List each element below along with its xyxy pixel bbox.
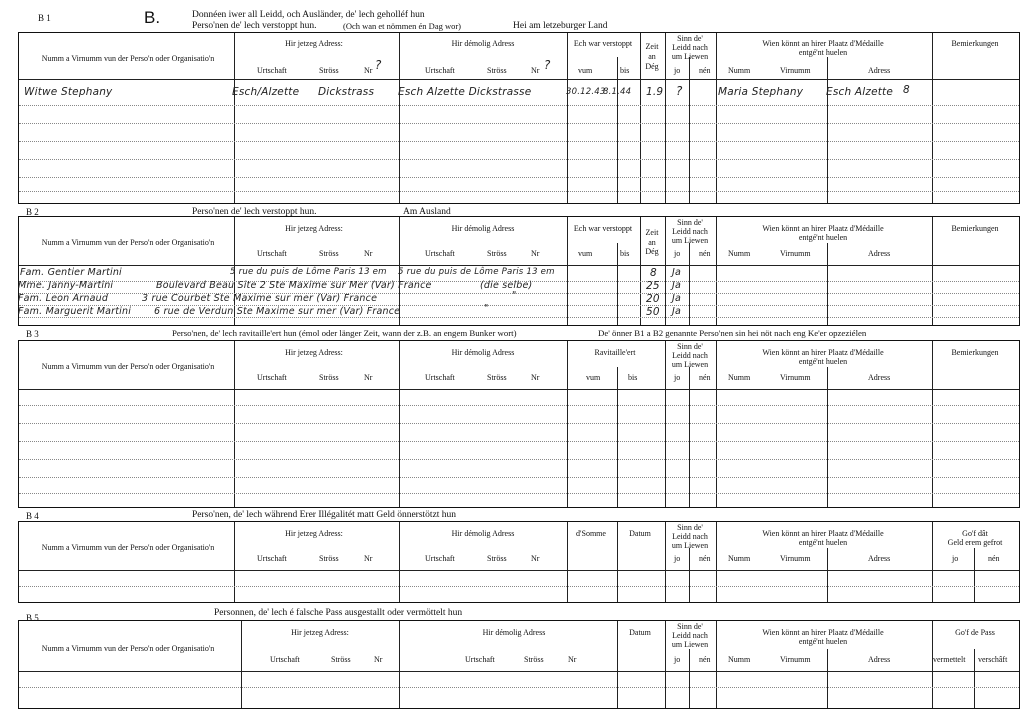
b5-verschaft: verschâft: [978, 655, 1008, 664]
b5-nen: nén: [699, 655, 711, 664]
b1-sinn1: Sinn de': [677, 34, 703, 43]
b1-vum: vum: [578, 66, 593, 75]
b2-hidden: Ech war verstoppt: [573, 224, 633, 233]
b5-old-nr: Nr: [568, 655, 577, 664]
b2-stross: Ströss: [319, 249, 339, 258]
b5-sinn3: um Liewen: [671, 640, 709, 649]
b2-row3-cur: 3 rue Courbet Ste Maxime sur mer (Var) France: [142, 293, 378, 304]
b2-urtschaft: Urtschaft: [257, 249, 287, 258]
b2-row4-name: Fam. Marguerit Martini: [18, 306, 132, 317]
header-line2c: Hei am letzeburger Land: [513, 21, 608, 31]
b1-former-address: Hir démolig Adress: [451, 39, 515, 48]
b1-adress: Adress: [868, 66, 891, 75]
b4-numm: Numm: [728, 554, 751, 563]
b3-urtschaft: Urtschaft: [257, 373, 287, 382]
b2-zeit2: an: [648, 238, 656, 247]
b4-name-header: Numm a Virnumm vun der Perso'n oder Organisatio'n: [41, 543, 215, 552]
b3-ravitaille: Ravitaille'ert: [594, 348, 636, 357]
header-line2b: (Och wan et nömmen én Dag wor): [343, 21, 462, 31]
b2-old-stross: Ströss: [487, 249, 507, 258]
b3-bis: bis: [628, 373, 638, 382]
b2-bis: bis: [620, 249, 630, 258]
section-b3-code: B 3: [26, 329, 39, 339]
b1-old-nr: Nr: [531, 66, 540, 75]
b4-sinn2: Leidd nach: [672, 532, 708, 541]
b4-sinn1: Sinn de': [677, 523, 703, 532]
b2-row4-alive: Ja: [672, 306, 682, 317]
b2-remarks: Bemierkungen: [951, 224, 999, 233]
b1-urtschaft: Urtschaft: [257, 66, 287, 75]
b1-old-nr-mark: ?: [544, 58, 551, 72]
b2-row1-alive: Ja: [672, 267, 682, 278]
b4-virnumm: Virnumm: [780, 554, 811, 563]
b1-virnumm: Virnumm: [780, 66, 811, 75]
b1-hidden: Ech war verstoppt: [573, 39, 633, 48]
b2-row1-name: Fam. Gentier Martini: [20, 267, 122, 278]
b3-old-urtschaft: Urtschaft: [425, 373, 455, 382]
b5-medal1: Wien könnt an hirer Plaatz d'Médaille: [762, 628, 884, 637]
b1-sinn2: Leidd nach: [672, 43, 708, 52]
b5-jo: jo: [674, 655, 681, 664]
b1-entry-name: Witwe Stephany: [24, 86, 113, 98]
b4-gof-nen: nén: [988, 554, 1000, 563]
b3-former-address: Hir démolig Adress: [451, 348, 515, 357]
b2-former-address: Hir démolig Adress: [451, 224, 515, 233]
b5-nr: Nr: [374, 655, 383, 664]
b2-sinn3: um Liewen: [671, 236, 709, 245]
b5-adress: Adress: [868, 655, 891, 664]
b1-zeit1: Zeit: [645, 42, 659, 51]
b1-zeit2: an: [648, 52, 656, 61]
b1-old-stross: Ströss: [487, 66, 507, 75]
b4-gof1: Go'f dât: [962, 529, 988, 538]
b3-medal2: entgé'nt huelen: [798, 357, 848, 366]
b2-zeit1: Zeit: [645, 228, 659, 237]
b1-entry-old: Esch Alzette Dickstrasse: [398, 86, 532, 98]
b2-numm: Numm: [728, 249, 751, 258]
b2-medal2: entgé'nt huelen: [798, 233, 848, 242]
b5-numm: Numm: [728, 655, 751, 664]
b4-old-nr: Nr: [531, 554, 540, 563]
b2-current-address: Hir jetzeg Adress:: [285, 224, 343, 233]
b1-nr: Nr: [364, 66, 373, 75]
b2-row3-old: ": [512, 290, 517, 301]
b2-old-nr: Nr: [531, 249, 540, 258]
b3-numm: Numm: [728, 373, 751, 382]
b1-zeit3: Dég: [645, 62, 659, 71]
b1-medal1: Wien könnt an hirer Plaatz d'Médaille: [762, 39, 884, 48]
b1-old-urtschaft: Urtschaft: [425, 66, 455, 75]
b2-vum: vum: [578, 249, 593, 258]
b2-sinn2: Leidd nach: [672, 227, 708, 236]
section-b2-code: B 2: [26, 207, 39, 217]
b2-sinn1: Sinn de': [677, 218, 703, 227]
b2-old-urtschaft: Urtschaft: [425, 249, 455, 258]
section-b4-code: B 4: [26, 511, 39, 521]
b3-sinn1: Sinn de': [677, 342, 703, 351]
b2-nen: nén: [699, 249, 711, 258]
b4-jo: jo: [674, 554, 681, 563]
section-b2-title2: Am Ausland: [403, 207, 451, 217]
section-b5-code: B 5: [26, 613, 39, 623]
b1-stross: Ströss: [319, 66, 339, 75]
b3-nen: nén: [699, 373, 711, 382]
b4-former-address: Hir démolig Adress: [451, 529, 515, 538]
b2-row3-days: 20: [646, 293, 660, 305]
b1-remarks: Bemierkungen: [951, 39, 999, 48]
b2-row1-cur: 5 rue du puis de Lôme Paris 13 em: [230, 267, 387, 277]
b3-stross: Ströss: [319, 373, 339, 382]
b1-nen: nén: [699, 66, 711, 75]
b3-sinn3: um Liewen: [671, 360, 709, 369]
b2-row2-days: 25: [646, 280, 660, 292]
b2-row1-old: 5 rue du puis de Lôme Paris 13 em: [398, 267, 555, 277]
b4-sinn3: um Liewen: [671, 541, 709, 550]
b5-former-address: Hir démolig Adress: [482, 628, 546, 637]
b1-jo: jo: [674, 66, 681, 75]
b4-old-stross: Ströss: [487, 554, 507, 563]
b1-entry-medal-first: Esch Alzette: [826, 86, 894, 98]
b4-urtschaft: Urtschaft: [257, 554, 287, 563]
b2-adress: Adress: [868, 249, 891, 258]
b4-nen: nén: [699, 554, 711, 563]
b4-somme: d'Somme: [576, 529, 606, 538]
b2-virnumm: Virnumm: [780, 249, 811, 258]
b3-vum: vum: [586, 373, 601, 382]
b1-name-header: Numm a Virnumm vun der Perso'n oder Organisatio'n: [41, 54, 215, 63]
b4-old-urtschaft: Urtschaft: [425, 554, 455, 563]
b2-name-header: Numm a Virnumm vun der Perso'n oder Organisatio'n: [41, 238, 215, 247]
b3-virnumm: Virnumm: [780, 373, 811, 382]
b4-nr: Nr: [364, 554, 373, 563]
section-b1-code: B 1: [38, 13, 51, 23]
form-letter: B.: [144, 8, 161, 27]
b2-medal1: Wien könnt an hirer Plaatz d'Médaille: [762, 224, 884, 233]
b4-current-address: Hir jetzeg Adress:: [285, 529, 343, 538]
b2-row4-days: 50: [646, 306, 660, 318]
b2-nr: Nr: [364, 249, 373, 258]
b3-old-stross: Ströss: [487, 373, 507, 382]
section-b2-title: Perso'nen de' lech verstoppt hun.: [192, 207, 317, 217]
b3-old-nr: Nr: [531, 373, 540, 382]
b2-row3-name: Fam. Leon Arnaud: [18, 293, 109, 304]
b5-virnumm: Virnumm: [780, 655, 811, 664]
header-line2a: Perso'nen de' lech verstoppt hun.: [192, 21, 317, 31]
b4-stross: Ströss: [319, 554, 339, 563]
b1-entry-days: 1.9: [646, 86, 664, 98]
b3-jo: jo: [674, 373, 681, 382]
b5-sinn1: Sinn de': [677, 622, 703, 631]
b2-jo: jo: [674, 249, 681, 258]
b4-medal1: Wien könnt an hirer Plaatz d'Médaille: [762, 529, 884, 538]
b4-adress: Adress: [868, 554, 891, 563]
b4-medal2: entgé'nt huelen: [798, 538, 848, 547]
b2-row4-old: ": [484, 303, 489, 314]
section-b5-title: Personnen, de' lech é falsche Pass ausgestallt oder vermöttelt hun: [214, 608, 463, 618]
b3-nr: Nr: [364, 373, 373, 382]
section-b4-title: Perso'nen, de' lech während Erer Illégalitét matt Geld önnerstötzt hun: [192, 510, 457, 520]
b2-row4-cur: 6 rue de Verdun Ste Maxime sur mer (Var) France: [154, 306, 401, 317]
b4-gof-jo: jo: [952, 554, 959, 563]
b5-old-stross: Ströss: [524, 655, 544, 664]
b1-entry-from: 30.12.43: [566, 87, 606, 97]
section-b3-title: Perso'nen, de' lech ravitaille'ert hun (émol oder länger Zeit, wann der z.B. an engem Bunker wort): [172, 328, 517, 338]
b3-current-address: Hir jetzeg Adress:: [285, 348, 343, 357]
b2-row1-days: 8: [650, 267, 657, 279]
b5-datum: Datum: [629, 628, 651, 637]
b1-numm: Numm: [728, 66, 751, 75]
b3-remarks: Bemierkungen: [951, 348, 999, 357]
b5-medal2: entgé'nt huelen: [798, 637, 848, 646]
b2-row2-old: (die selbe): [480, 280, 533, 291]
b2-row3-alive: Ja: [672, 293, 682, 304]
b1-entry-street: Dickstrass: [318, 86, 375, 98]
b2-row2-name: Mme. Janny-Martini: [18, 280, 114, 291]
b5-urtschaft: Urtschaft: [270, 655, 300, 664]
b5-current-address: Hir jetzeg Adress:: [291, 628, 349, 637]
b1-entry-alive: ?: [676, 84, 683, 98]
b3-adress: Adress: [868, 373, 891, 382]
b1-medal2: entgé'nt huelen: [798, 48, 848, 57]
b1-entry-town: Esch/Alzette: [232, 86, 300, 98]
b5-name-header: Numm a Virnumm vun der Perso'n oder Organisatio'n: [41, 644, 215, 653]
b4-datum: Datum: [629, 529, 651, 538]
b5-old-urtschaft: Urtschaft: [465, 655, 495, 664]
b5-vermettelt: vermettelt: [933, 655, 966, 664]
b5-sinn2: Leidd nach: [672, 631, 708, 640]
b1-bis: bis: [620, 66, 630, 75]
b1-sinn3: um Liewen: [671, 52, 709, 61]
b3-medal1: Wien könnt an hirer Plaatz d'Médaille: [762, 348, 884, 357]
section-b3-title2: De' önner B1 a B2 genannte Perso'nen sin hei nöt nach eng Ke'er opzeziélen: [598, 328, 867, 338]
b5-stross: Ströss: [331, 655, 351, 664]
b1-entry-to: 8.1.44: [603, 87, 632, 97]
b1-entry-medal-name: Maria Stephany: [718, 86, 804, 98]
b2-row2-cur: Boulevard Beau Site 2 Ste Maxime sur Mer (Var) France: [156, 280, 432, 291]
b4-gof2: Geld erem gefrot: [947, 538, 1003, 547]
b2-row2-alive: Ja: [672, 280, 682, 291]
b1-nr-mark: ?: [375, 58, 382, 72]
b3-sinn2: Leidd nach: [672, 351, 708, 360]
header-line1: Donnéen iwer all Leidd, och Ausländer, de' lech geholléf hun: [192, 10, 425, 20]
b1-entry-medal-addr: 8: [903, 84, 910, 96]
b2-zeit3: Dég: [645, 247, 659, 256]
b3-name-header: Numm a Virnumm vun der Perso'n oder Organisatio'n: [41, 362, 215, 371]
b1-current-address: Hir jetzeg Adress:: [285, 39, 343, 48]
b5-gof-pass: Go'f de Pass: [955, 628, 995, 637]
